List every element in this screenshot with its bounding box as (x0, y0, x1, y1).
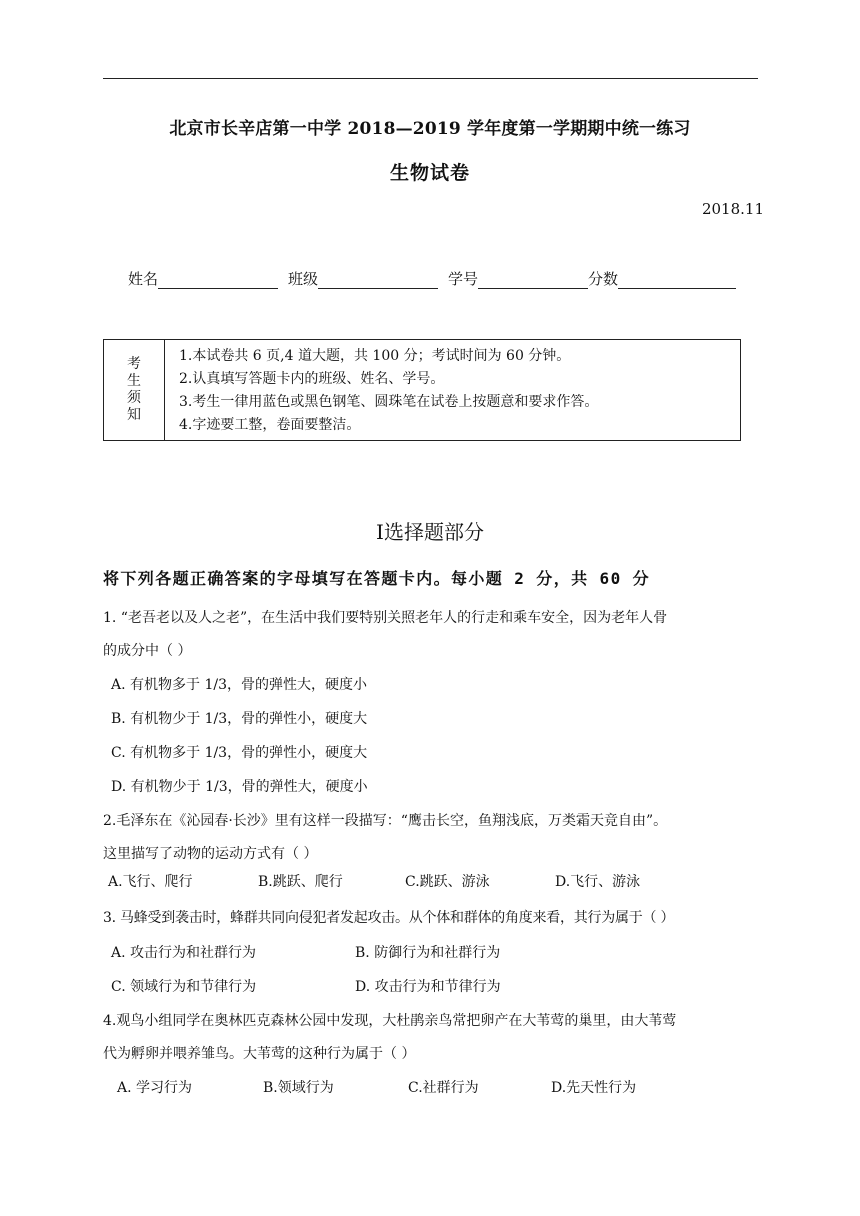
question-1-option-d[interactable]: D. 有机物少于 1/3，骨的弹性大，硬度小 (111, 779, 368, 795)
score-label: 分数 (588, 270, 619, 288)
section-instruction: 将下列各题正确答案的字母填写在答题卡内。每小题 2 分，共 60 分 (103, 569, 651, 588)
notice-item: 3.考生一律用蓝色或黑色钢笔、圆珠笔在试卷上按题意和要求作答。 (179, 394, 599, 410)
question-1-option-a[interactable]: A. 有机物多于 1/3，骨的弹性大，硬度小 (111, 677, 367, 693)
class-field[interactable] (318, 270, 438, 289)
student-id-label: 学号 (448, 270, 479, 288)
notice-item: 1.本试卷共 6 页,4 道大题，共 100 分；考试时间为 60 分钟。 (179, 348, 571, 364)
candidate-notice-box (103, 339, 741, 441)
question-4-option-a[interactable]: A. 学习行为 (117, 1080, 193, 1096)
section-title: Ⅰ选择题部分 (376, 520, 484, 544)
question-3-line-1: 3. 马蜂受到袭击时，蜂群共同向侵犯者发起攻击。从个体和群体的角度来看，其行为属于（ ） (103, 910, 675, 926)
question-1-line-2: 的成分中（ ） (103, 643, 192, 659)
question-1-line-1: 1. “老吾老以及人之老”，在生活中我们要特别关照老年人的行走和乘车安全，因为老年人骨 (103, 610, 668, 626)
student-id-field[interactable] (478, 270, 588, 289)
question-1-option-c[interactable]: C. 有机物多于 1/3，骨的弹性小，硬度大 (111, 745, 368, 761)
question-2-line-2: 这里描写了动物的运动方式有（ ） (103, 846, 318, 862)
notice-items (165, 340, 598, 440)
question-4-option-d[interactable]: D.先天性行为 (551, 1080, 637, 1096)
score-field[interactable] (618, 270, 736, 289)
question-4-line-1: 4.观鸟小组同学在奥林匹克森林公园中发现，大杜鹃亲鸟常把卵产在大苇莺的巢里，由大苇莺 (103, 1013, 677, 1029)
question-3-option-c[interactable]: C. 领域行为和节律行为 (111, 979, 257, 995)
question-2-line-1: 2.毛泽东在《沁园春·长沙》里有这样一段描写：“鹰击长空，鱼翔浅底，万类霜天竞自由”。 (103, 813, 668, 829)
question-2-option-b[interactable]: B.跳跃、爬行 (258, 874, 343, 890)
question-2-option-a[interactable]: A.飞行、爬行 (108, 874, 193, 890)
student-info-row (128, 268, 736, 289)
question-2-option-d[interactable]: D.飞行、游泳 (555, 874, 641, 890)
question-3-option-d[interactable]: D. 攻击行为和节律行为 (355, 979, 501, 995)
exam-date: 2018.11 (701, 200, 764, 218)
school-title: 北京市长辛店第一中学 2018—2019 学年度第一学期期中统一练习 (169, 119, 691, 139)
question-4-line-2: 代为孵卵并喂养雏鸟。大苇莺的这种行为属于（ ） (103, 1046, 416, 1062)
subject-title: 生物试卷 (389, 162, 470, 184)
name-label: 姓名 (128, 270, 159, 288)
notice-item: 4.字迹要工整，卷面要整洁。 (179, 417, 361, 433)
question-3-option-b[interactable]: B. 防御行为和社群行为 (355, 945, 501, 961)
question-4-option-c[interactable]: C.社群行为 (408, 1080, 479, 1096)
notice-heading-char: 生 (127, 373, 141, 389)
question-2-option-c[interactable]: C.跳跃、游泳 (405, 874, 490, 890)
question-4-option-b[interactable]: B.领域行为 (263, 1080, 334, 1096)
notice-heading-char: 知 (127, 407, 141, 423)
notice-item: 2.认真填写答题卡内的班级、姓名、学号。 (179, 371, 445, 387)
question-3-option-a[interactable]: A. 攻击行为和社群行为 (111, 945, 257, 961)
header-rule (103, 78, 758, 79)
notice-heading (104, 340, 165, 440)
name-field[interactable] (158, 270, 278, 289)
notice-heading-char: 须 (127, 390, 141, 406)
class-label: 班级 (288, 270, 319, 288)
question-1-option-b[interactable]: B. 有机物少于 1/3，骨的弹性小，硬度大 (111, 711, 368, 727)
notice-heading-char: 考 (127, 356, 141, 372)
